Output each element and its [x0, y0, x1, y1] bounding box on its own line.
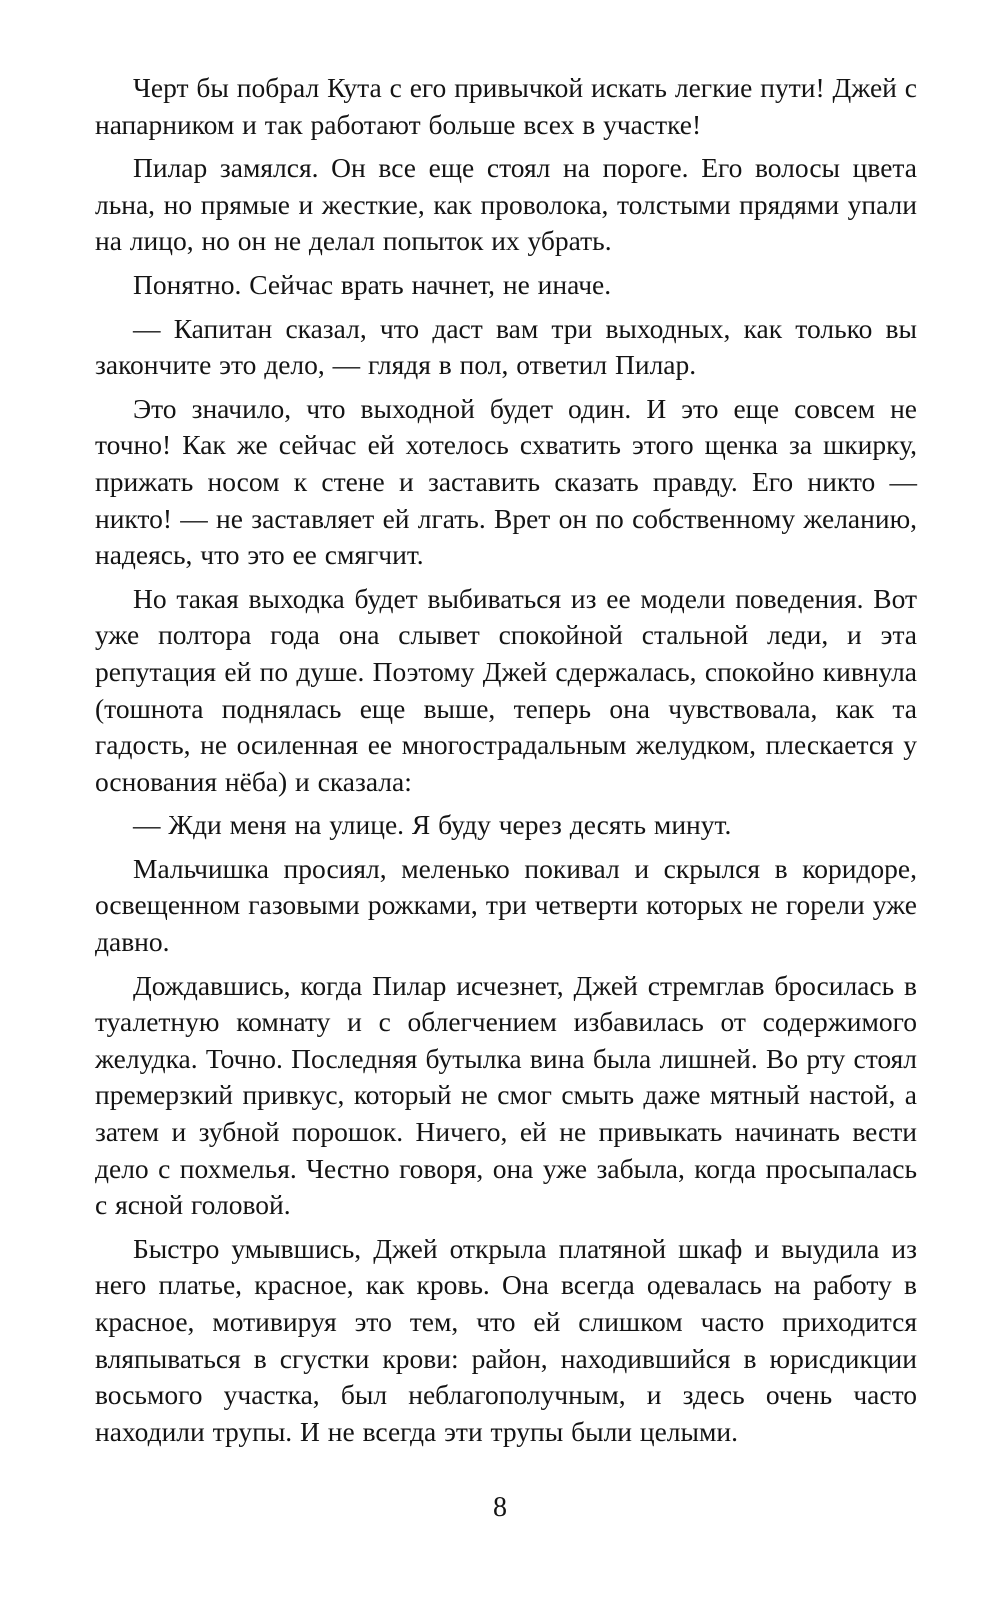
paragraph-5: Это значило, что выходной будет один. И это еще совсем не точно! Как же сейчас ей хотелось схватить этого щенка за шкирку, прижать носом к стене и заставить сказать правду. Его никто — никто! — не заставляет ей лгать. Врет он по собственному желанию, надеясь, что это ее смягчит. [95, 392, 917, 571]
paragraph-1: Черт бы побрал Кута с его привычкой искать легкие пути! Джей с напарником и так работают больше всех в участке! [95, 72, 917, 140]
paragraph-8: Мальчишка просиял, меленько покивал и скрылся в коридоре, освещенном газовыми рожками, три четверти которых не горели уже давно. [95, 852, 917, 958]
paragraph-3: Понятно. Сейчас врать начнет, не иначе. [133, 268, 612, 300]
paragraph-9: Дождавшись, когда Пилар исчезнет, Джей стремглав бросилась в туалетную комнату и с облегчением избавилась от содержимого желудка. Точно. Последняя бутылка вина была лишней. Во рту стоял премерзкий привкус, который не смог смыть даже мятный настой, а затем и зубной порошок. Ничего, ей не привыкать начинать вести дело с похмелья. Честно говоря, она уже забыла, когда просыпалась с ясной головой. [95, 969, 917, 1221]
paragraph-6: Но такая выходка будет выбиваться из ее модели поведения. Вот уже полтора года она слывет спокойной стальной леди, и эта репутация ей по душе. Поэтому Джей сдержалась, спокойно кивнула (тошнота поднялась еще выше, теперь она чувствовала, как та гадость, не осиленная ее многострадальным желудком, плескается у основания нёба) и сказала: [95, 582, 917, 797]
page-number: 8 [493, 1492, 507, 1523]
paragraph-4: — Капитан сказал, что даст вам три выходных, как только вы закончите это дело, — глядя в пол, ответил Пилар. [95, 312, 917, 381]
paragraph-10: Быстро умывшись, Джей открыла платяной шкаф и выудила из него платье, красное, как кровь. Она всегда одевалась на работу в красное, мотивируя это тем, что ей слишком часто приходится вляпываться в сгустки крови: район, находившийся в юрисдикции восьмого участка, был неблагополучным, и здесь очень часто находили трупы. И не всегда эти трупы были целыми. [95, 1232, 917, 1447]
paragraph-7: — Жди меня на улице. Я буду через десять минут. [133, 809, 732, 841]
paragraph-2: Пилар замялся. Он все еще стоял на пороге. Его волосы цвета льна, но прямые и жесткие, как проволока, толстыми прядями упали на лицо, но он не делал попыток их убрать. [95, 152, 917, 257]
page-text-block [95, 70, 917, 1457]
